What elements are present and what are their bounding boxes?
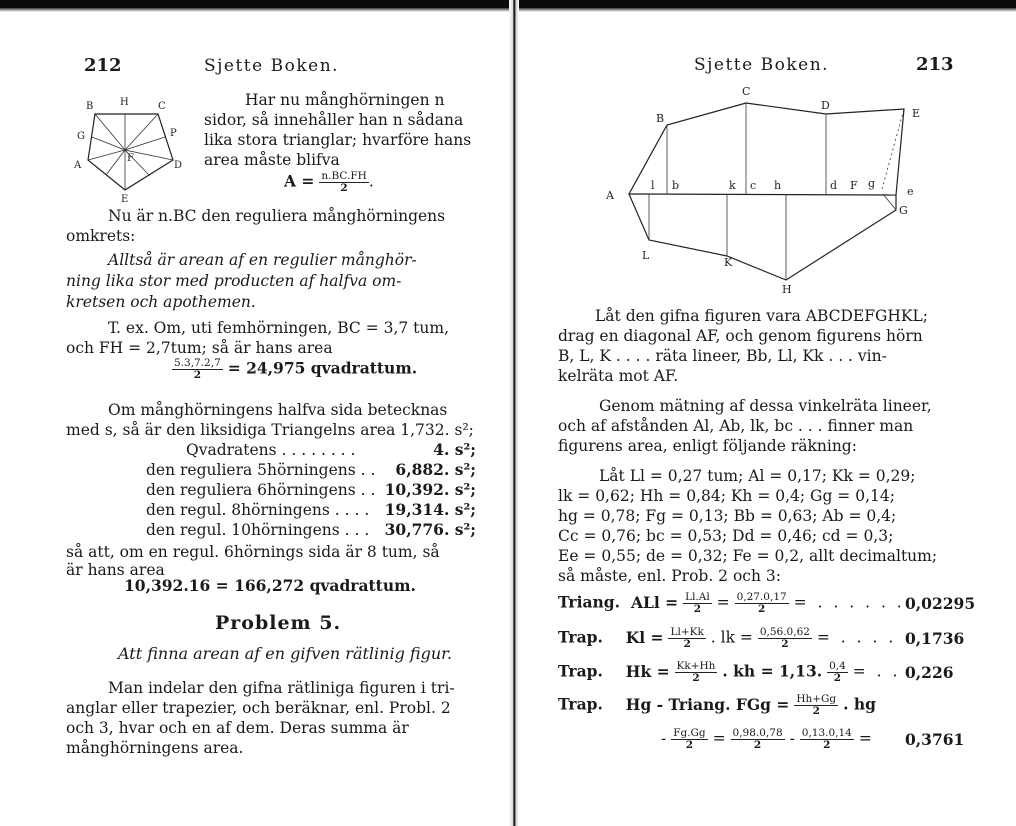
calc-expr: Hk = [625,661,670,681]
label-e: E [121,194,129,204]
label-p: P [170,128,177,139]
body-line: Om månghörningens halfva sida betecknas [108,401,448,419]
calc-minus: - [661,729,667,748]
label-d: D [821,99,830,112]
measure-line: så måste, enl. Prob. 2 och 3: [558,567,781,585]
fraction-numerator: Kk+Hh [676,660,716,672]
para1-line: B, L, K . . . . räta lineer, Bb, Ll, Kk . . . vin- [558,347,887,365]
table-value: 4. s²; [433,440,476,459]
polygon-outline [629,103,904,280]
fraction-denominator: 2 [683,638,691,650]
para1-line: drag en diagonal AF, och genom figurens hörn [558,327,923,345]
calc-dots: = . . . . [816,628,897,647]
label-g-small: g [868,177,876,190]
rule-line: Alltså är arean af en regulier månghör- [108,251,417,269]
label-l: L [642,249,650,262]
fraction-denominator: 2 [340,182,348,194]
label-a: A [606,189,614,202]
calc-mid: . kh = 1,13. [722,661,823,681]
pentagon-outline [88,114,173,190]
fraction-denominator: 2 [685,739,694,751]
body-line: Nu är n.BC den reguliera månghörningens [108,207,446,225]
label-f: F [850,179,858,192]
calc-value: 0,3761 [905,730,965,749]
fraction-numerator: 0,56.0,62 [759,626,810,638]
final-line: anglar eller trapezier, och beräknar, enl. Probl. 2 [66,699,451,717]
fraction-numerator: 0,13.0,14 [801,727,852,739]
formula-lhs: A = [284,171,315,191]
label-d-small: d [830,179,838,192]
calc-row-1 [558,592,905,615]
label-g: G [899,204,908,217]
fraction-numerator: 0,27.0,17 [736,591,787,603]
final-line: och 3, hvar och en af dem. Deras summa är [66,719,409,737]
table-label: den reguliera 6hörningens . . [146,481,376,499]
calc-dots: = . . . . . . [793,593,905,612]
table-row [146,480,476,500]
measure-line: Låt Ll = 0,27 tum; Al = 0,17; Kk = 0,29; [599,467,916,485]
body-line: är hans area [66,561,165,579]
calc-end: . hg [843,694,876,714]
fraction-denominator: 2 [833,672,842,684]
calc-fraction [671,728,707,751]
calc-type: Triang. [558,592,621,612]
page-number: 213 [916,54,954,75]
label-k: K [724,256,733,269]
right-page [519,0,1016,826]
label-g: G [77,131,85,142]
body-line: så att, om en regul. 6hörnings sida är 8 tum, så [66,543,440,561]
body-line: omkrets: [66,227,136,245]
calc-type: Trap. [558,661,603,681]
rule-line: ning lika stor med producten af halfva om- [66,272,402,290]
measure-line: lk = 0,62; Hh = 0,84; Kh = 0,4; Gg = 0,14; [558,487,895,505]
calc-eq: = [716,593,730,612]
fraction-numerator: 5.3,7.2,7 [174,357,221,369]
example-value: = 24,975 qvadrattum. [227,358,418,378]
running-head: Sjette Boken. [204,56,340,76]
table-value: 6,882. s²; [395,460,476,479]
calc-expr: Hg - Triang. FGg = [625,694,790,714]
para1-line: kelräta mot AF. [558,367,679,385]
label-b-small: b [672,179,680,192]
measure-line: Ee = 0,55; de = 0,32; Fe = 0,2, allt decimaltum; [558,547,938,565]
label-l-small: l [651,179,655,192]
fraction-numerator: 0,4 [829,660,846,672]
example-line: och FH = 2,7tum; så är hans area [66,339,333,357]
table-label: den regul. 8hörningens . . . . [146,501,370,519]
calc-dots: = . . [852,662,901,681]
table-label: den regul. 10hörningens . . . [146,521,370,539]
label-a: A [74,160,82,171]
label-k-small: k [729,179,736,192]
calc-value: 0,1736 [905,629,965,648]
calc-fraction [668,627,705,650]
area-table [146,440,476,540]
table-row [146,460,476,480]
calc-expr: Kl = [625,627,664,647]
fraction-denominator: 2 [781,638,789,650]
example-line: T. ex. Om, uti femhörningen, BC = 3,7 tum, [108,319,450,337]
polygon-figure [599,80,939,298]
book-gutter [509,0,519,826]
table-value: 30,776. s²; [384,520,476,539]
formula-fraction [319,171,368,194]
calc-fraction [800,728,854,751]
diagonal-af [629,194,896,195]
rule-line: kretsen och apothemen. [66,293,256,311]
intro-line: sidor, så innehåller han n sådana [204,111,464,129]
running-head: Sjette Boken. [694,55,830,75]
table-value: 19,314. s²; [384,500,476,519]
calc-type: Trap. [558,694,603,714]
fraction-numerator: n.BC.FH [321,170,367,182]
label-c: C [742,85,751,98]
table-label: den reguliera 5hörningens . . [146,461,376,479]
para2-line: figurens area, enligt följande räkning: [558,437,857,455]
label-e: E [912,107,921,120]
fraction-denominator: 2 [823,739,831,751]
calc-value: 0,02295 [905,594,976,613]
label-h: H [120,97,129,108]
fraction-denominator: 2 [812,705,820,717]
fraction-numerator: Ll+Kk [670,626,704,638]
calc-expr: ALl = [630,592,679,612]
fraction-numerator: 0,98.0,78 [732,727,783,739]
para1-line: Låt den gifna figuren vara ABCDEFGHKL; [595,307,928,325]
table-value: 10,392. s²; [384,480,476,499]
final-line: Man indelar den gifna rätliniga figuren i tri- [108,679,455,697]
table-row [146,520,476,540]
intro-line: Har nu månghörningen n [245,91,445,109]
label-b: B [656,112,665,125]
calc-fraction [735,592,789,615]
calc-row-2 [558,627,896,650]
para2-line: Genom mätning af dessa vinkelräta lineer, [599,397,932,415]
label-h: H [782,283,792,296]
page-number: 212 [84,55,122,76]
label-c-small: c [750,179,757,192]
body-line: med s, så är den liksidiga Triangelns area 1,732. s²; [66,421,474,439]
label-c: C [158,101,166,112]
problem-title: Problem 5. [215,612,342,634]
para2-line: och af afstånden Al, Ab, lk, bc . . . finner man [558,417,914,435]
label-d: D [174,160,183,171]
calc-fraction [794,694,838,717]
calc-row-5 [661,728,872,751]
fraction-denominator: 2 [753,739,762,751]
label-b: B [86,101,94,112]
fraction-numerator: Ll.Al [685,591,710,603]
fraction-denominator: 2 [193,369,202,381]
fraction-numerator: Fg.Gg [673,727,706,739]
fraction-denominator: 2 [692,672,700,684]
calc-row-4 [558,694,876,717]
calc-fraction [683,592,712,615]
fraction-denominator: 2 [757,603,766,615]
table-row [146,440,476,460]
final-line: månghörningens area. [66,739,244,757]
problem-subtitle: Att finna arean af en gifven rätlinig figur. [118,644,453,663]
calc-fraction [758,627,812,650]
calc-value: 0,226 [905,663,954,682]
label-f: F [127,153,134,164]
calc-eq: = [858,729,872,748]
label-e-small: e [907,185,914,198]
intro-line: lika stora trianglar; hvarföre hans [204,131,472,149]
calc-mid: . lk = [710,628,753,647]
intro-line: area måste blifva [204,151,340,169]
calc-fraction [731,728,785,751]
hexagon-result: 10,392.16 = 166,272 qvadrattum. [124,576,416,595]
calc-type: Trap. [558,627,603,647]
pentagon-figure [68,92,188,204]
example-result [172,358,417,381]
calc-minus: - [789,729,795,748]
pentagon-rays [88,114,173,190]
calc-row-3 [558,661,900,684]
fraction-denominator: 2 [693,603,702,615]
area-formula [284,171,374,194]
table-label: Qvadratens . . . . . . . . [186,441,356,459]
calc-fraction [827,661,848,684]
label-h-small: h [774,179,782,192]
fraction-numerator: Hh+Gg [796,693,837,705]
example-fraction [172,358,223,381]
measure-line: hg = 0,78; Fg = 0,13; Bb = 0,63; Ab = 0,4; [558,507,897,525]
calc-fraction [675,661,718,684]
table-row [146,500,476,520]
calc-eq: = [712,729,726,748]
measure-line: Cc = 0,76; bc = 0,53; Dd = 0,46; cd = 0,3; [558,527,894,545]
formula-end: . [368,172,374,191]
